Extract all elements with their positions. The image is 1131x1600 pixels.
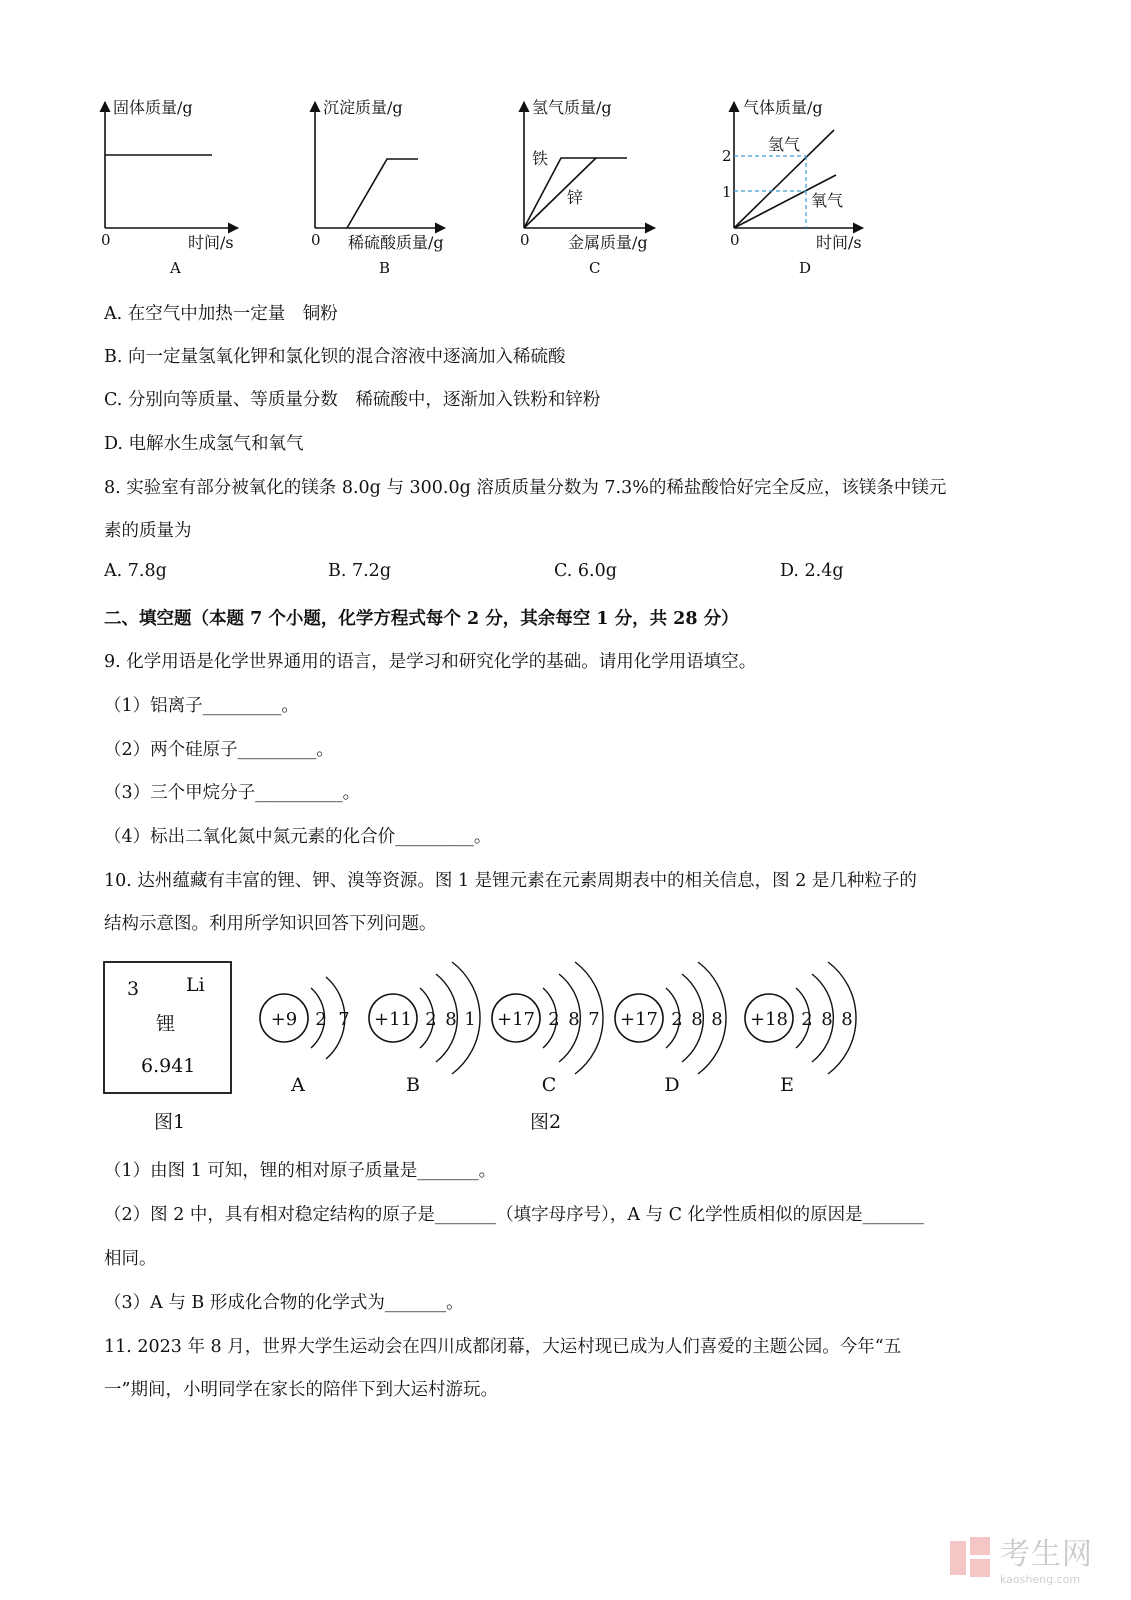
graph-d-oxygen-label: 氧气 [811,191,844,210]
q9-stem: 9. 化学用语是化学世界通用的语言，是学习和研究化学的基础。请用化学用语填空。 [104,652,757,672]
particle-d [615,962,726,1096]
q7-option-b: B. 向一定量氢氧化钾和氯化钡的混合溶液中逐滴加入稀硫酸 [104,347,566,367]
particle-d-nucleus: +17 [620,1009,658,1030]
q7-option-d: D. 电解水生成氢气和氧气 [104,434,304,454]
particle-a-nucleus: +9 [270,1009,298,1030]
particle-e-label: E [780,1074,794,1096]
q11-stem-line1: 11. 2023 年 8 月，世界大学生运动会在四川成都闭幕，大运村现已成为人们喜爱的主题公园。今年“五 [104,1337,902,1357]
particle-b-nucleus: +11 [374,1009,412,1030]
watermark [948,1529,1093,1586]
q9-sub-1: （1）铝离子_________。 [104,696,299,716]
particle-c-shell-3: 7 [588,1009,600,1030]
graph-b-caption: B [379,259,391,277]
q7-option-a: A. 在空气中加热一定量 铜粉 [104,304,338,324]
graph-a-origin: 0 [101,231,111,249]
particle-a [260,977,350,1096]
graph-b-line [347,159,418,228]
particle-e-shell-1: 2 [801,1009,813,1030]
graph-a [101,98,238,277]
q9-sub-3: （3）三个甲烷分子__________。 [104,783,361,803]
graph-c-ylabel: 氢气质量/g [532,98,612,117]
graph-a-xlabel: 时间/s [188,233,234,252]
graph-c-iron-label: 铁 [532,149,549,168]
particle-e-shell-3: 8 [841,1009,853,1030]
graph-c-caption: C [589,259,601,277]
lithium-element-card [104,962,231,1093]
particle-a-label: A [291,1074,305,1096]
graphs-figure [0,0,1131,290]
element-name: 锂 [156,1013,176,1035]
element-symbol: Li [186,974,205,996]
graph-c-zinc-label: 锌 [567,188,584,207]
graph-c [520,98,655,277]
fig2-caption: 图2 [530,1111,562,1133]
q9-sub-2: （2）两个硅原子_________。 [104,740,334,760]
graph-b-xlabel: 稀硫酸质量/g [348,233,444,252]
graph-b-ylabel: 沉淀质量/g [323,98,403,117]
graph-c-xlabel: 金属质量/g [568,233,648,252]
graph-c-origin: 0 [520,231,530,249]
fig1-caption: 图1 [154,1111,186,1133]
particle-c-shell-2: 8 [568,1009,580,1030]
graph-d-origin: 0 [730,231,740,249]
particle-b-shell-3: 1 [464,1009,476,1030]
q8-stem-line2: 素的质量为 [104,521,192,541]
particle-c-label: C [541,1074,557,1096]
q8-option-a: A. 7.8g [104,561,167,581]
element-mass: 6.941 [141,1055,196,1077]
q10-stem-line1: 10. 达州蕴藏有丰富的锂、钾、溴等资源。图 1 是锂元素在元素周期表中的相关信息，图 2 是几种粒子的 [104,871,917,891]
q10-figures [0,950,1131,1140]
graph-d-tick-2: 2 [722,147,732,165]
particle-e [745,962,856,1096]
particle-a-shell-1: 2 [315,1009,327,1030]
section-2-heading: 二、填空题（本题 7 个小题，化学方程式每个 2 分，其余每空 1 分，共 28 分） [104,609,739,629]
graph-d [722,98,863,277]
graph-b-origin: 0 [311,231,321,249]
watermark-logo-icon [948,1535,994,1581]
graph-d-caption: D [799,259,812,277]
graph-b [311,98,445,277]
q9-sub-4: （4）标出二氧化氮中氮元素的化合价_________。 [104,827,492,847]
particle-d-label: D [664,1074,680,1096]
q10-sub-2-line2: 相同。 [104,1249,157,1269]
q10-sub-2-line1: （2）图 2 中，具有相对稳定结构的原子是_______（填字母序号），A 与 C 化学性质相似的原因是_______ [104,1205,924,1225]
graph-d-tick-1: 1 [722,183,732,201]
q10-sub-3: （3）A 与 B 形成化合物的化学式为_______。 [104,1293,464,1313]
particle-a-shell-2: 7 [338,1009,350,1030]
graph-d-hydrogen-label: 氢气 [768,135,801,154]
q11-stem-line2: 一”期间，小明同学在家长的陪伴下到大运村游玩。 [104,1380,498,1400]
q8-option-d: D. 2.4g [780,561,844,581]
q7-option-c: C. 分别向等质量、等质量分数 稀硫酸中，逐渐加入铁粉和锌粉 [104,390,601,410]
particle-d-shell-1: 2 [671,1009,683,1030]
q8-option-c: C. 6.0g [554,561,617,581]
particle-b [369,962,480,1096]
q10-stem-line2: 结构示意图。利用所学知识回答下列问题。 [104,914,437,934]
particle-c [492,962,603,1096]
graph-d-ylabel: 气体质量/g [743,98,823,117]
particle-b-shell-1: 2 [425,1009,437,1030]
q10-sub-1: （1）由图 1 可知，锂的相对原子质量是_______。 [104,1161,497,1181]
q8-stem-line1: 8. 实验室有部分被氧化的镁条 8.0g 与 300.0g 溶质质量分数为 7.3%的稀盐酸恰好完全反应，该镁条中镁元 [104,478,947,498]
watermark-main-text: 考生网 [1000,1537,1093,1572]
element-number: 3 [127,978,140,1000]
watermark-sub-text: kaosheng.com [1000,1573,1081,1586]
particle-b-shell-2: 8 [445,1009,457,1030]
graph-a-caption: A [170,259,181,277]
particle-b-label: B [406,1074,420,1096]
particle-e-nucleus: +18 [750,1009,788,1030]
particle-c-nucleus: +17 [497,1009,535,1030]
particle-d-shell-3: 8 [711,1009,723,1030]
particle-e-shell-2: 8 [821,1009,833,1030]
q8-option-b: B. 7.2g [328,561,392,581]
particle-d-shell-2: 8 [691,1009,703,1030]
graph-a-ylabel: 固体质量/g [113,98,193,117]
graph-c-zinc-line [524,158,596,228]
graph-d-xlabel: 时间/s [816,233,862,252]
particle-c-shell-1: 2 [548,1009,560,1030]
